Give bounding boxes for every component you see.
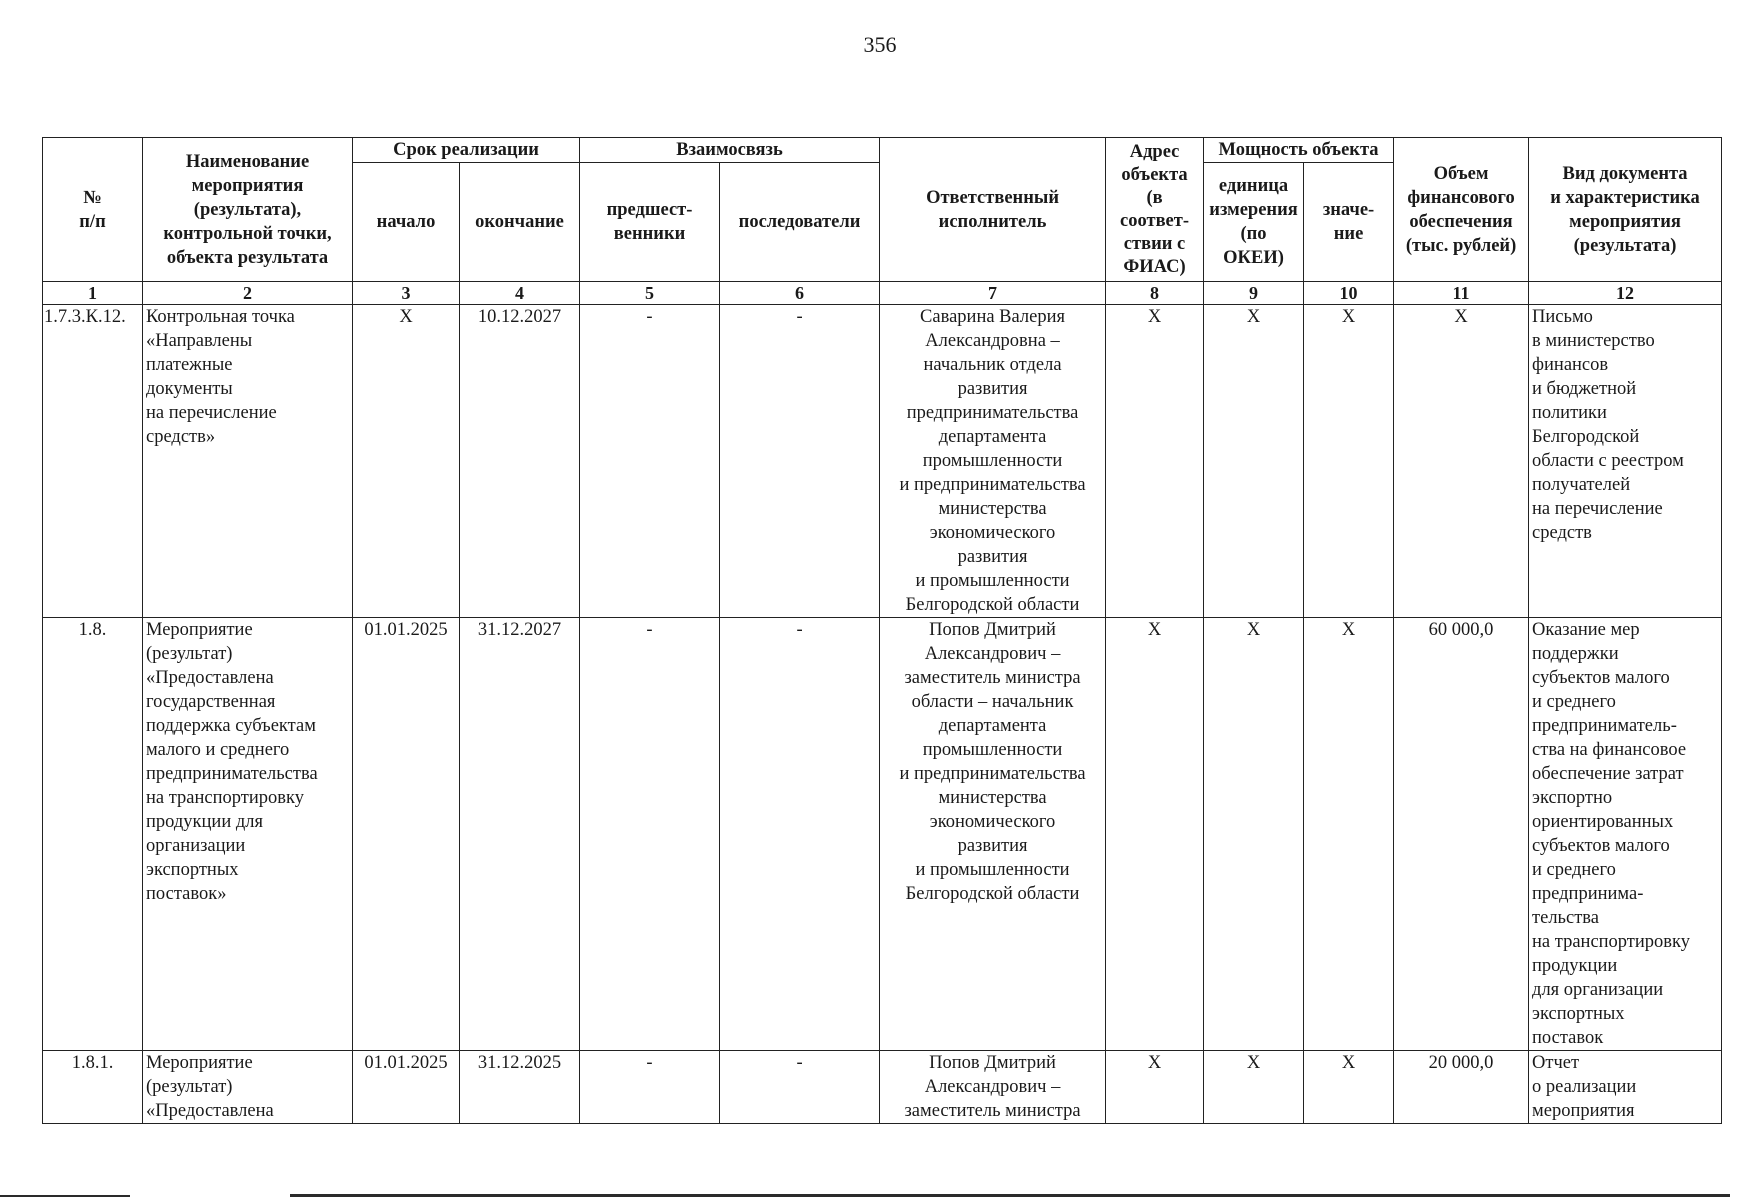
row-volume: X	[1394, 305, 1529, 618]
row-successors: -	[720, 1051, 880, 1124]
row-successors: -	[720, 305, 880, 618]
row-responsible: Попов Дмитрий Александрович – заместитель министра	[880, 1051, 1106, 1124]
scan-edge-line	[290, 1194, 1730, 1197]
row-value: X	[1304, 305, 1394, 618]
row-doc: Оказание мер поддержки субъектов малого и среднего предприниматель- ства на финансовое обеспечение затрат экспортно ориентированных субъектов малого и среднего предпринима- тельства на транспортировку продукции для организации экспортных поставок	[1529, 618, 1722, 1051]
row-name: Мероприятие (результат) «Предоставлена государственная поддержка субъектам малого и среднего предпринимательства на транспортировку продукции для организации экспортных поставок»	[143, 618, 353, 1051]
header-volume: Объем финансового обеспечения (тыс. рублей)	[1394, 138, 1529, 282]
header-address: Адрес объекта (в соответ- ствии с ФИАС)	[1106, 138, 1204, 282]
header-capacity: Мощность объекта	[1204, 138, 1394, 163]
column-number: 9	[1204, 282, 1304, 305]
header-num: № п/п	[43, 138, 143, 282]
row-value: X	[1304, 1051, 1394, 1124]
header-doc: Вид документа и характеристика мероприятия (результата)	[1529, 138, 1722, 282]
row-unit: X	[1204, 1051, 1304, 1124]
page-number: 356	[863, 32, 897, 57]
header-start: начало	[353, 163, 460, 282]
header-responsible: Ответственный исполнитель	[880, 138, 1106, 282]
row-value: X	[1304, 618, 1394, 1051]
row-volume: 60 000,0	[1394, 618, 1529, 1051]
row-doc: Отчет о реализации мероприятия	[1529, 1051, 1722, 1124]
header-unit: единица измерения (по ОКЕИ)	[1204, 163, 1304, 282]
row-successors: -	[720, 618, 880, 1051]
column-number: 1	[43, 282, 143, 305]
row-start: X	[353, 305, 460, 618]
row-start: 01.01.2025	[353, 618, 460, 1051]
row-start: 01.01.2025	[353, 1051, 460, 1124]
row-num: 1.8.1.	[43, 1051, 143, 1124]
header-relation: Взаимосвязь	[580, 138, 880, 163]
row-num: 1.7.3.К.12.	[43, 305, 143, 618]
header-end: окончание	[460, 163, 580, 282]
row-end: 31.12.2027	[460, 618, 580, 1051]
header-name: Наименование мероприятия (результата), контрольной точки, объекта результата	[143, 138, 353, 282]
row-predecessors: -	[580, 618, 720, 1051]
column-number: 8	[1106, 282, 1204, 305]
row-doc: Письмо в министерство финансов и бюджетной политики Белгородской области с реестром получателей на перечисление средств	[1529, 305, 1722, 618]
header-successors: последователи	[720, 163, 880, 282]
row-name: Контрольная точка «Направлены платежные документы на перечисление средств»	[143, 305, 353, 618]
column-number: 2	[143, 282, 353, 305]
row-end: 31.12.2025	[460, 1051, 580, 1124]
plan-table	[42, 137, 1722, 1124]
row-responsible: Саварина Валерия Александровна – начальник отдела развития предпринимательства департамента промышленности и предпринимательства министерства экономического развития и промышленности Белгородской области	[880, 305, 1106, 618]
column-number: 11	[1394, 282, 1529, 305]
row-address: X	[1106, 1051, 1204, 1124]
row-volume: 20 000,0	[1394, 1051, 1529, 1124]
column-number: 7	[880, 282, 1106, 305]
row-unit: X	[1204, 305, 1304, 618]
column-number: 4	[460, 282, 580, 305]
column-number: 3	[353, 282, 460, 305]
row-num: 1.8.	[43, 618, 143, 1051]
header-value: значе- ние	[1304, 163, 1394, 282]
table-row	[43, 1051, 1722, 1124]
table-row	[43, 618, 1722, 1051]
header-predecessors: предшест- венники	[580, 163, 720, 282]
row-end: 10.12.2027	[460, 305, 580, 618]
row-predecessors: -	[580, 1051, 720, 1124]
row-predecessors: -	[580, 305, 720, 618]
row-address: X	[1106, 305, 1204, 618]
row-name: Мероприятие (результат) «Предоставлена	[143, 1051, 353, 1124]
scan-edge-line-left	[0, 1195, 130, 1197]
row-responsible: Попов Дмитрий Александрович – заместитель министра области – начальник департамента промышленности и предпринимательства министерства экономического развития и промышленности Белгородской области	[880, 618, 1106, 1051]
row-address: X	[1106, 618, 1204, 1051]
table-row	[43, 305, 1722, 618]
column-number: 12	[1529, 282, 1722, 305]
column-number: 6	[720, 282, 880, 305]
column-number: 5	[580, 282, 720, 305]
header-term: Срок реализации	[353, 138, 580, 163]
row-unit: X	[1204, 618, 1304, 1051]
column-number: 10	[1304, 282, 1394, 305]
